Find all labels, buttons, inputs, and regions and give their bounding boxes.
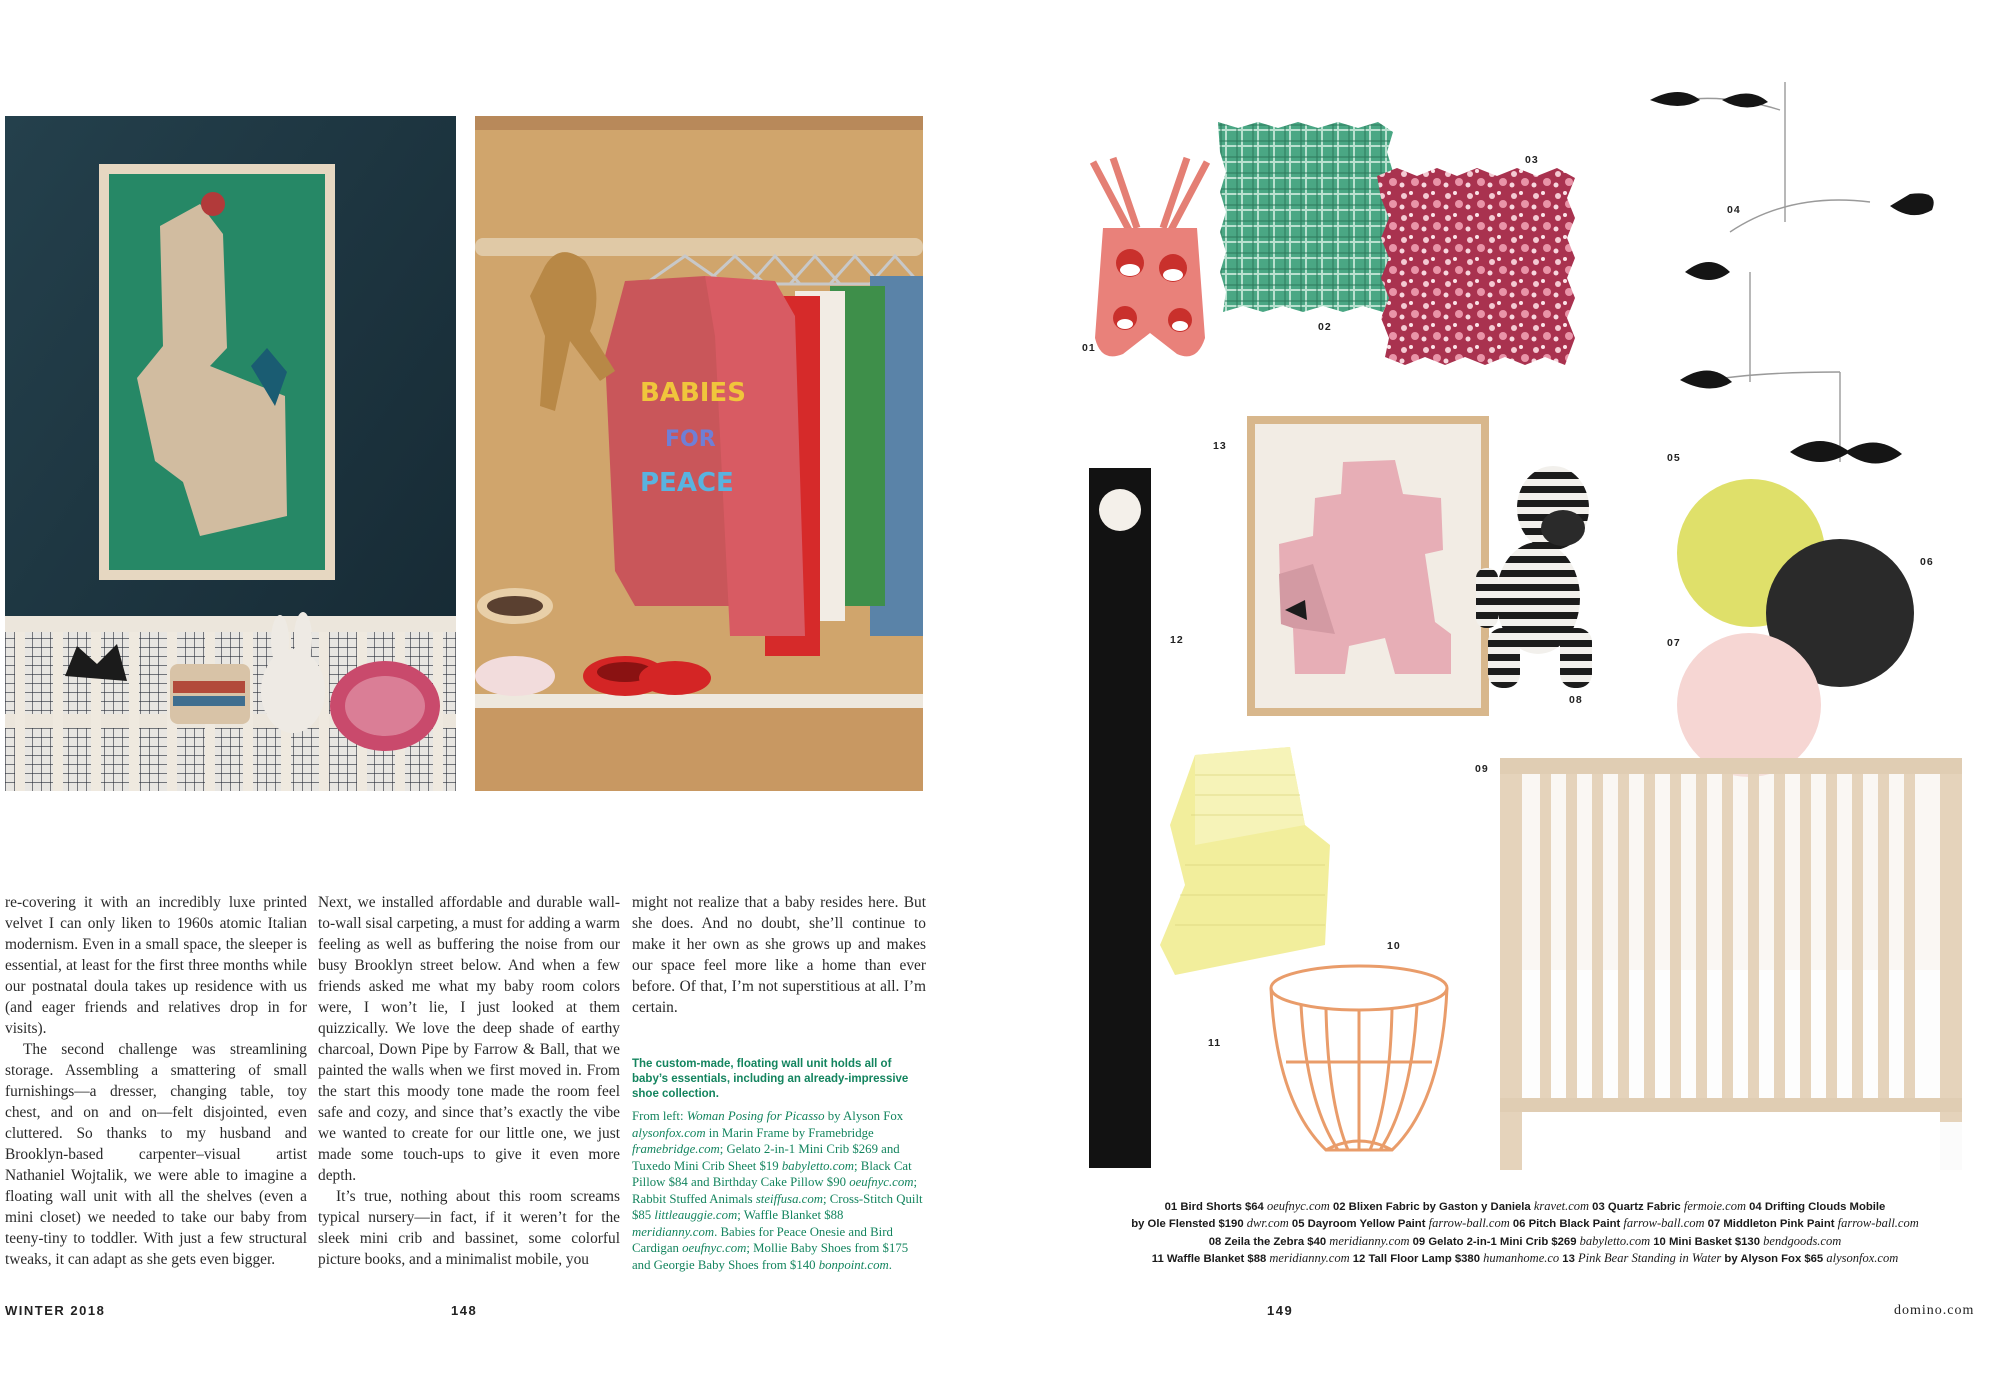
credit-source-link: alysonfox.com bbox=[632, 1125, 706, 1140]
credit-source-link: oeufnyc.com bbox=[849, 1175, 914, 1189]
bird-shorts-image bbox=[1085, 148, 1215, 378]
credit-source-link: farrow-ball.com bbox=[1623, 1216, 1705, 1231]
credit-text: in Marin Frame by Framebridge bbox=[705, 1125, 874, 1140]
item-number-08: 08 bbox=[1569, 694, 1583, 706]
credit-text: ; Waffle Blanket $88 bbox=[737, 1208, 844, 1222]
item-number-02: 02 bbox=[1318, 321, 1332, 333]
credit-source-link: alysonfox.com bbox=[1826, 1251, 1899, 1266]
credit-text: From left: bbox=[632, 1109, 687, 1123]
credit-source-link: babyletto.com bbox=[1579, 1233, 1651, 1248]
lamp-bulb bbox=[1099, 489, 1141, 531]
mini-basket-image bbox=[1266, 962, 1452, 1162]
page-number-left: 148 bbox=[451, 1303, 478, 1318]
credit-text: 06 Pitch Black Paint bbox=[1509, 1218, 1624, 1231]
photo-caption-title: The custom-made, floating wall unit holds all of baby’s essentials, including an already-impressive shoe collection. bbox=[632, 1058, 909, 1100]
credit-text: . Babies for Peace Onesie and Bird Cardigan bbox=[632, 1224, 893, 1255]
credit-text: 03 Quartz Fabric bbox=[1589, 1201, 1684, 1213]
body-column-1 bbox=[5, 892, 307, 1270]
onesie-text-1: BABIES bbox=[640, 378, 746, 408]
page-number-right: 149 bbox=[1267, 1303, 1294, 1318]
shopping-credits bbox=[1085, 1198, 1965, 1268]
credit-text: 05 Dayroom Yellow Paint bbox=[1288, 1218, 1429, 1231]
body-paragraph: Next, we installed affordable and durable wall-to-wall sisal carpeting, a must for adding a warm feeling as well as buffering the noise from our busy Brooklyn street below. And when a few friends asked me what my baby room colors were, I won’t lie, I just looked at them quizzically. We love the deep shade of earthy charcoal, Down Pipe by Farrow & Ball, that we painted the walls when we first moved in. From the start this moody tone made the room feel safe and cozy, and since that’s exactly the vibe we wanted to create for our little one, we just made some touch-ups to give it even more depth. bbox=[318, 894, 620, 1184]
item-number-03: 03 bbox=[1525, 154, 1539, 166]
credit-source-link: babyletto.com bbox=[781, 1158, 855, 1173]
site-name: domino.com bbox=[1894, 1303, 1975, 1318]
credit-text: by Alyson Fox $65 bbox=[1721, 1253, 1827, 1266]
item-number-12: 12 bbox=[1170, 634, 1184, 646]
credit-source-link: farrow-ball.com bbox=[1837, 1216, 1919, 1231]
item-number-13: 13 bbox=[1213, 440, 1227, 452]
body-column-2 bbox=[318, 892, 620, 1270]
credit-text: 11 Waffle Blanket $88 bbox=[1151, 1253, 1270, 1266]
item-number-11: 11 bbox=[1208, 1037, 1222, 1049]
credit-source-link: framebridge.com bbox=[632, 1142, 720, 1156]
zeila-zebra-plush-image bbox=[1468, 458, 1618, 694]
credit-text: 09 Gelato 2-in-1 Mini Crib $269 bbox=[1409, 1235, 1580, 1248]
credit-text: 04 Drifting Clouds Mobile bbox=[1746, 1201, 1886, 1213]
shopping-credits-line bbox=[1085, 1233, 1965, 1250]
credit-source-link: humanhome.co bbox=[1483, 1251, 1560, 1266]
credit-source-link: Pink Bear Standing in Water bbox=[1578, 1251, 1722, 1266]
credit-text: 07 Middleton Pink Paint bbox=[1704, 1218, 1838, 1231]
shopping-credits-line bbox=[1085, 1250, 1965, 1267]
blixen-fabric-swatch bbox=[1218, 122, 1393, 312]
tall-floor-lamp-image bbox=[1089, 468, 1151, 1168]
credit-source-link: bonpoint.com bbox=[818, 1257, 889, 1272]
body-paragraph: might not realize that a baby resides here. But she does. And no doubt, she’ll continue to make it her own as she grows up and makes our space feel more like a home than ever before. Of that, I’m not superstitious at all. I’m certain. bbox=[632, 894, 926, 1016]
body-paragraph: The second challenge was streamlining storage. Assembling a smattering of small furnishings—a dresser, changing table, toy chest, and on and on—felt disjointed, even cluttered. So thanks to my husband and Brooklyn-based carpenter–visual artist Nathaniel Wojtalik, we were able to imagine a floating wall unit with all the shelves (even a mini closet) we needed to take our baby from teeny-tiny to toddler. With just a few structural tweaks, it can adapt as she gets even bigger. bbox=[5, 1041, 307, 1268]
credit-text: ; Black Cat Pillow $84 and Birthday Cake Pillow $90 bbox=[632, 1158, 912, 1189]
waffle-blanket-image bbox=[1155, 745, 1335, 975]
body-paragraph: re-covering it with an incredibly luxe printed velvet I can only liken to 1960s atomic Italian modernism. Even in a small space, the sleeper is essential, at least for the first three months while our postnatal doula takes up residence with us (and eager friends and relatives drop in for visits). bbox=[5, 894, 307, 1037]
photo-caption-credits bbox=[632, 1108, 926, 1273]
item-number-09: 09 bbox=[1475, 763, 1489, 775]
body-paragraph: It’s true, nothing about this room screams typical nursery—in fact, if it weren’t for the sleek mini crib and bassinet, some colorful picture books, and a minimalist mobile, you bbox=[318, 1188, 620, 1268]
credit-source-link: meridianny.com bbox=[632, 1224, 715, 1239]
quartz-fabric-swatch bbox=[1377, 168, 1575, 365]
credit-source-link: oeufnyc.com bbox=[1266, 1199, 1330, 1213]
credit-source-link: dwr.com bbox=[1246, 1216, 1289, 1231]
item-number-07: 07 bbox=[1667, 637, 1681, 649]
credit-text: . bbox=[888, 1257, 892, 1272]
issue-label: WINTER 2018 bbox=[5, 1303, 106, 1318]
credit-text: by Alyson Fox bbox=[824, 1109, 904, 1123]
credit-source-link: bendgoods.com bbox=[1763, 1233, 1842, 1248]
credit-text: 12 Tall Floor Lamp $380 bbox=[1349, 1253, 1484, 1266]
item-number-06: 06 bbox=[1920, 556, 1934, 568]
credit-text: ; Mollie Baby Shoes from $175 and Georgie Baby Shoes from $140 bbox=[632, 1241, 909, 1272]
pink-bear-art-print bbox=[1247, 416, 1489, 716]
nursery-photo bbox=[5, 116, 456, 791]
item-number-10: 10 bbox=[1387, 940, 1401, 952]
closet-photo bbox=[475, 116, 923, 791]
credit-text: 10 Mini Basket $130 bbox=[1650, 1235, 1764, 1248]
credit-text: 01 Bird Shorts $64 bbox=[1164, 1201, 1267, 1213]
onesie-text-2: FOR bbox=[665, 427, 716, 452]
credit-text: 02 Blixen Fabric by Gaston y Daniela bbox=[1329, 1201, 1534, 1213]
credit-source-link: meridianny.com bbox=[1269, 1251, 1350, 1266]
pink-bear-illustration bbox=[1255, 424, 1481, 708]
closet-illustration bbox=[475, 116, 923, 791]
credit-source-link: fermoie.com bbox=[1683, 1199, 1746, 1213]
credit-source-link: farrow-ball.com bbox=[1428, 1216, 1510, 1231]
credit-source-link: steiffusa.com bbox=[755, 1191, 824, 1206]
credit-text: ; Cross-Stitch Quilt $85 bbox=[632, 1191, 923, 1222]
credit-source-link: Woman Posing for Picasso bbox=[686, 1109, 825, 1123]
item-number-01: 01 bbox=[1082, 342, 1096, 354]
item-number-05: 05 bbox=[1667, 452, 1681, 464]
credit-source-link: littleauggie.com bbox=[654, 1208, 738, 1222]
shopping-credits-line bbox=[1085, 1215, 1965, 1232]
drifting-clouds-mobile-image bbox=[1640, 82, 1940, 502]
credit-text: ; Rabbit Stuffed Animals bbox=[632, 1175, 918, 1206]
credit-text: 08 Zeila the Zebra $40 bbox=[1208, 1235, 1330, 1248]
credit-text: by Ole Flensted $190 bbox=[1131, 1218, 1247, 1231]
credit-source-link: kravet.com bbox=[1533, 1199, 1590, 1213]
shopping-credits-line bbox=[1085, 1198, 1965, 1215]
onesie-text-3: PEACE bbox=[640, 468, 734, 498]
credit-text: 13 bbox=[1559, 1253, 1579, 1266]
credit-text: ; Gelato 2-in-1 Mini Crib $269 and Tuxedo Mini Crib Sheet $19 bbox=[632, 1142, 900, 1173]
gelato-mini-crib-image bbox=[1500, 752, 1972, 1170]
credit-source-link: meridianny.com bbox=[1329, 1233, 1410, 1248]
credit-source-link: oeufnyc.com bbox=[682, 1241, 747, 1255]
nursery-illustration bbox=[5, 116, 456, 791]
body-column-3 bbox=[632, 892, 926, 1018]
item-number-04: 04 bbox=[1727, 204, 1741, 216]
